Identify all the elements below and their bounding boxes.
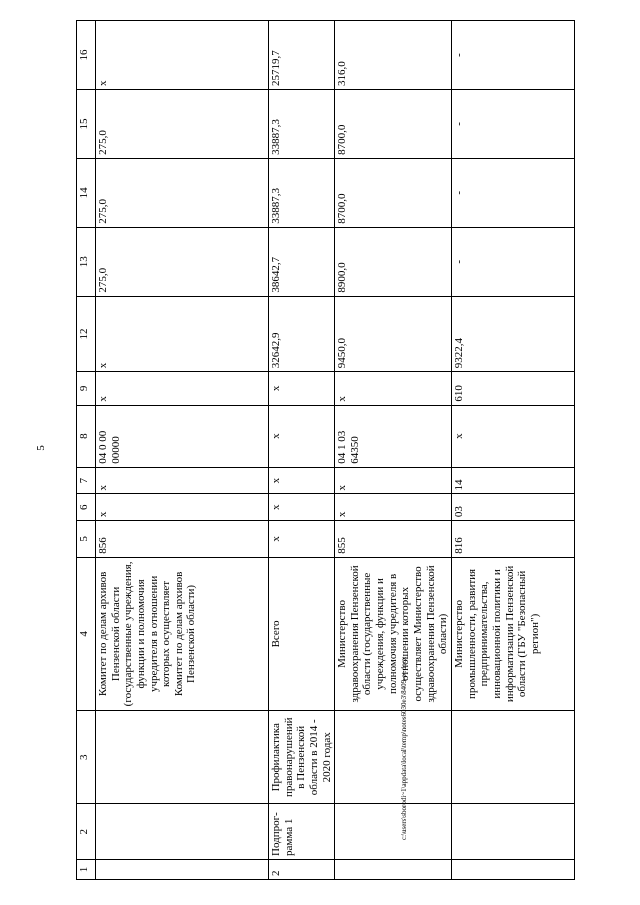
cell-name bbox=[96, 711, 269, 804]
cell-csr: 04 0 00 00000 bbox=[96, 405, 269, 467]
cell-2014: 9322,4 bbox=[451, 296, 574, 372]
cell-num bbox=[451, 860, 574, 880]
cell-csr: х bbox=[451, 405, 574, 467]
cell-pr: 14 bbox=[451, 467, 574, 494]
cell-2018: 316,0 bbox=[335, 21, 452, 90]
table-row bbox=[451, 21, 574, 880]
cell-2017: 33887,3 bbox=[269, 90, 335, 159]
footer-path-text: c:\users\sborodi~1\appdata\local\temp\notes6030e3\8409-ot.docx bbox=[400, 656, 408, 840]
col-header: 6 bbox=[77, 494, 96, 521]
cell-2016: 33887,3 bbox=[269, 158, 335, 227]
page-number: 5 bbox=[34, 445, 47, 451]
cell-csr: 04 1 03 64350 bbox=[335, 405, 452, 467]
cell-name bbox=[451, 711, 574, 804]
cell-csr: х bbox=[269, 405, 335, 467]
cell-pr: х bbox=[335, 467, 452, 494]
table-row bbox=[96, 21, 269, 880]
cell-grbs: 856 bbox=[96, 521, 269, 558]
cell-num bbox=[96, 860, 269, 880]
cell-rz: 03 bbox=[451, 494, 574, 521]
cell-grbs: х bbox=[269, 521, 335, 558]
table-viewport bbox=[76, 20, 616, 880]
cell-status bbox=[335, 804, 452, 860]
cell-status bbox=[96, 804, 269, 860]
cell-num: 2 bbox=[269, 860, 335, 880]
cell-vr: х bbox=[96, 372, 269, 405]
cell-2014: х bbox=[96, 296, 269, 372]
header-row bbox=[77, 21, 96, 880]
col-header: 8 bbox=[77, 405, 96, 467]
cell-2015: - bbox=[451, 227, 574, 296]
col-header: 3 bbox=[77, 711, 96, 804]
cell-2016: 8700,0 bbox=[335, 158, 452, 227]
cell-name: Профилактика правонарушений в Пензенской области в 2014 - 2020 годах bbox=[269, 711, 335, 804]
col-header: 4 bbox=[77, 557, 96, 710]
cell-2015: 8900,0 bbox=[335, 227, 452, 296]
cell-2014: 9450,0 bbox=[335, 296, 452, 372]
cell-2015: 275,0 bbox=[96, 227, 269, 296]
cell-executor: Министерство здравоохранения Пензенской области (государственные учреждения, функции и полномочия учредителя в отношении которых осуществляет Министерство здравоохранения Пензенской области) bbox=[335, 557, 452, 710]
col-header: 14 bbox=[77, 158, 96, 227]
cell-2016: 275,0 bbox=[96, 158, 269, 227]
cell-grbs: 816 bbox=[451, 521, 574, 558]
col-header: 5 bbox=[77, 521, 96, 558]
table-row bbox=[269, 21, 335, 880]
col-header: 7 bbox=[77, 467, 96, 494]
col-header: 9 bbox=[77, 372, 96, 405]
cell-status: Подпрог-рамма 1 bbox=[269, 804, 335, 860]
cell-2018: - bbox=[451, 21, 574, 90]
cell-2014: 32642,9 bbox=[269, 296, 335, 372]
cell-vr: 610 bbox=[451, 372, 574, 405]
cell-executor: Министерство промышленности, развития предпринимательства, инновационной политики и информатизации Пензенской области (ГБУ "Безопасный регион") bbox=[451, 557, 574, 710]
col-header: 1 bbox=[77, 860, 96, 880]
rotated-table-container bbox=[76, 20, 616, 880]
cell-rz: х bbox=[335, 494, 452, 521]
cell-2017: 8700,0 bbox=[335, 90, 452, 159]
cell-vr: х bbox=[269, 372, 335, 405]
cell-2018: х bbox=[96, 21, 269, 90]
cell-pr: х bbox=[269, 467, 335, 494]
col-header: 13 bbox=[77, 227, 96, 296]
col-header: 16 bbox=[77, 21, 96, 90]
cell-status bbox=[451, 804, 574, 860]
col-header: 15 bbox=[77, 90, 96, 159]
col-header: 12 bbox=[77, 296, 96, 372]
cell-vr: х bbox=[335, 372, 452, 405]
budget-table bbox=[76, 20, 575, 880]
cell-executor: Комитет по делам архивов Пензенской области (государственные учреждения, функции и полномочия учредителя в отношении которых осуществляет Комитет по делам архивов Пензенской области) bbox=[96, 557, 269, 710]
cell-executor: Всего bbox=[269, 557, 335, 710]
cell-rz: х bbox=[96, 494, 269, 521]
cell-grbs: 855 bbox=[335, 521, 452, 558]
cell-pr: х bbox=[96, 467, 269, 494]
cell-2017: 275,0 bbox=[96, 90, 269, 159]
cell-name bbox=[335, 711, 452, 804]
cell-2017: - bbox=[451, 90, 574, 159]
cell-num bbox=[335, 860, 452, 880]
cell-2016: - bbox=[451, 158, 574, 227]
table-row bbox=[335, 21, 452, 880]
cell-2018: 25719,7 bbox=[269, 21, 335, 90]
cell-rz: х bbox=[269, 494, 335, 521]
col-header: 2 bbox=[77, 804, 96, 860]
cell-2015: 38642,7 bbox=[269, 227, 335, 296]
